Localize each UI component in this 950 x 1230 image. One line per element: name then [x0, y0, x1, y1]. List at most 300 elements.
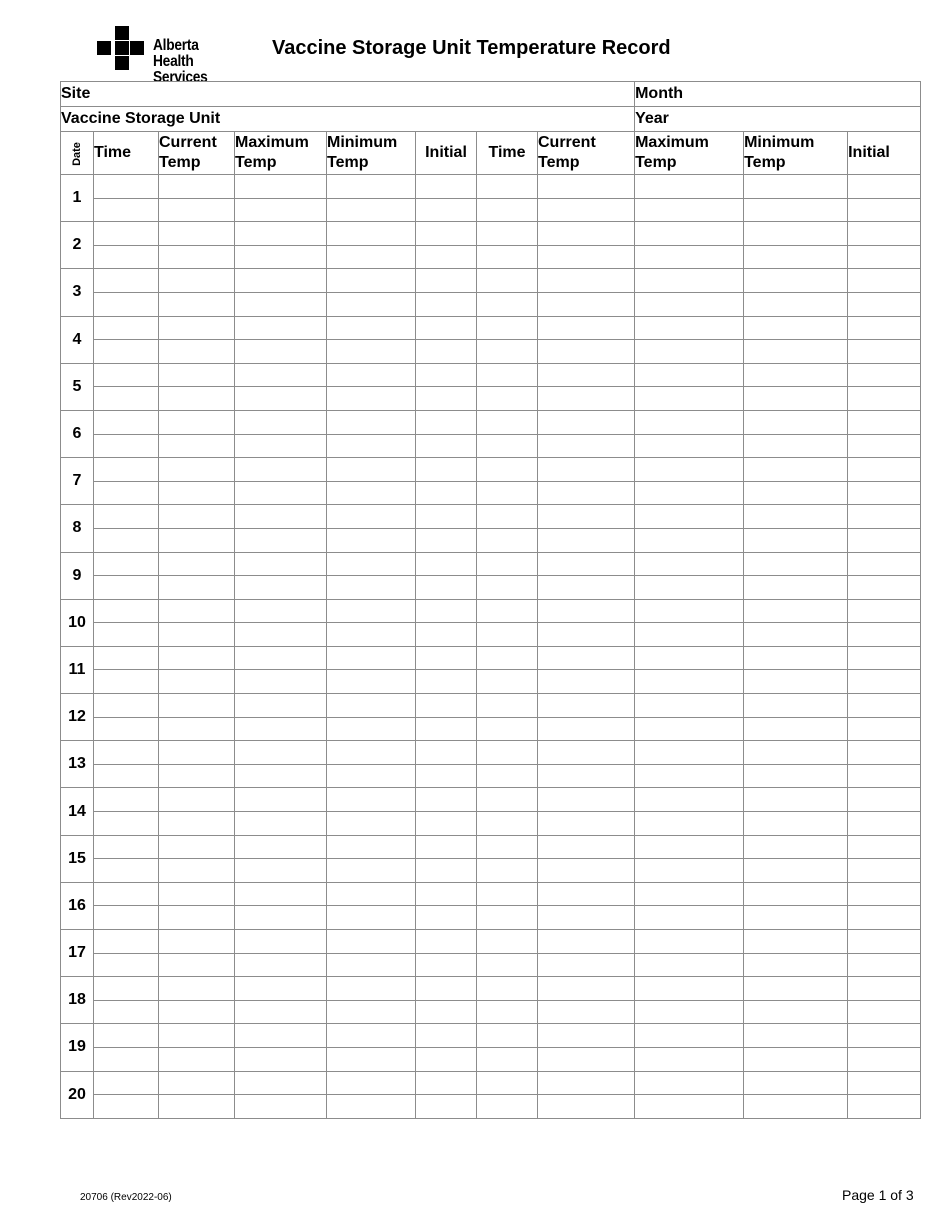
entry-cell-initial-1[interactable] [416, 576, 477, 600]
entry-cell-initial-2[interactable] [848, 977, 921, 1001]
entry-cell-max-temp-2[interactable] [635, 741, 744, 765]
entry-cell-min-temp-2[interactable] [744, 269, 848, 293]
entry-cell-current-temp-2[interactable] [538, 835, 635, 859]
entry-cell-min-temp-2[interactable] [744, 741, 848, 765]
entry-cell-time-2[interactable] [477, 269, 538, 293]
site-field[interactable] [61, 82, 635, 107]
entry-cell-max-temp-2[interactable] [635, 977, 744, 1001]
entry-cell-min-temp-2[interactable] [744, 576, 848, 600]
entry-cell-initial-2[interactable] [848, 1095, 921, 1119]
entry-cell-max-temp-1[interactable] [235, 670, 327, 694]
entry-cell-initial-1[interactable] [416, 694, 477, 718]
entry-cell-time-2[interactable] [477, 481, 538, 505]
entry-cell-min-temp-2[interactable] [744, 623, 848, 647]
entry-cell-time-2[interactable] [477, 906, 538, 930]
entry-cell-initial-2[interactable] [848, 434, 921, 458]
entry-cell-time-1[interactable] [94, 316, 159, 340]
entry-cell-initial-2[interactable] [848, 481, 921, 505]
entry-cell-min-temp-1[interactable] [327, 599, 416, 623]
entry-cell-min-temp-1[interactable] [327, 269, 416, 293]
entry-cell-initial-1[interactable] [416, 528, 477, 552]
entry-cell-min-temp-1[interactable] [327, 363, 416, 387]
entry-cell-max-temp-2[interactable] [635, 717, 744, 741]
entry-cell-min-temp-2[interactable] [744, 764, 848, 788]
entry-cell-time-1[interactable] [94, 694, 159, 718]
entry-cell-current-temp-2[interactable] [538, 481, 635, 505]
entry-cell-initial-1[interactable] [416, 292, 477, 316]
entry-cell-time-2[interactable] [477, 505, 538, 529]
entry-cell-min-temp-2[interactable] [744, 977, 848, 1001]
entry-cell-initial-1[interactable] [416, 552, 477, 576]
entry-cell-current-temp-2[interactable] [538, 316, 635, 340]
entry-cell-max-temp-1[interactable] [235, 953, 327, 977]
entry-cell-time-2[interactable] [477, 316, 538, 340]
entry-cell-initial-1[interactable] [416, 1071, 477, 1095]
entry-cell-time-2[interactable] [477, 1024, 538, 1048]
entry-cell-time-2[interactable] [477, 694, 538, 718]
entry-cell-time-2[interactable] [477, 434, 538, 458]
entry-cell-min-temp-2[interactable] [744, 552, 848, 576]
entry-cell-time-1[interactable] [94, 882, 159, 906]
entry-cell-max-temp-2[interactable] [635, 576, 744, 600]
entry-cell-initial-2[interactable] [848, 859, 921, 883]
entry-cell-max-temp-2[interactable] [635, 222, 744, 246]
entry-cell-min-temp-1[interactable] [327, 623, 416, 647]
entry-cell-time-2[interactable] [477, 930, 538, 954]
entry-cell-min-temp-2[interactable] [744, 599, 848, 623]
entry-cell-initial-2[interactable] [848, 245, 921, 269]
entry-cell-max-temp-1[interactable] [235, 458, 327, 482]
entry-cell-max-temp-2[interactable] [635, 694, 744, 718]
entry-cell-min-temp-2[interactable] [744, 222, 848, 246]
entry-cell-min-temp-1[interactable] [327, 1024, 416, 1048]
entry-cell-time-1[interactable] [94, 906, 159, 930]
entry-cell-time-2[interactable] [477, 741, 538, 765]
entry-cell-current-temp-2[interactable] [538, 175, 635, 199]
entry-cell-current-temp-1[interactable] [159, 1024, 235, 1048]
entry-cell-min-temp-2[interactable] [744, 245, 848, 269]
entry-cell-initial-2[interactable] [848, 316, 921, 340]
entry-cell-time-1[interactable] [94, 340, 159, 364]
entry-cell-current-temp-1[interactable] [159, 245, 235, 269]
entry-cell-time-2[interactable] [477, 859, 538, 883]
entry-cell-max-temp-2[interactable] [635, 882, 744, 906]
entry-cell-current-temp-1[interactable] [159, 505, 235, 529]
entry-cell-time-1[interactable] [94, 269, 159, 293]
entry-cell-max-temp-1[interactable] [235, 623, 327, 647]
entry-cell-current-temp-2[interactable] [538, 882, 635, 906]
entry-cell-time-2[interactable] [477, 198, 538, 222]
entry-cell-initial-2[interactable] [848, 410, 921, 434]
entry-cell-initial-1[interactable] [416, 340, 477, 364]
entry-cell-initial-2[interactable] [848, 363, 921, 387]
entry-cell-min-temp-2[interactable] [744, 788, 848, 812]
entry-cell-initial-2[interactable] [848, 882, 921, 906]
entry-cell-min-temp-1[interactable] [327, 1000, 416, 1024]
entry-cell-time-2[interactable] [477, 292, 538, 316]
entry-cell-max-temp-2[interactable] [635, 458, 744, 482]
entry-cell-current-temp-2[interactable] [538, 953, 635, 977]
entry-cell-min-temp-1[interactable] [327, 859, 416, 883]
entry-cell-max-temp-1[interactable] [235, 694, 327, 718]
entry-cell-initial-1[interactable] [416, 670, 477, 694]
entry-cell-current-temp-2[interactable] [538, 269, 635, 293]
entry-cell-current-temp-2[interactable] [538, 528, 635, 552]
entry-cell-current-temp-1[interactable] [159, 481, 235, 505]
entry-cell-initial-2[interactable] [848, 340, 921, 364]
entry-cell-min-temp-1[interactable] [327, 505, 416, 529]
entry-cell-current-temp-2[interactable] [538, 1000, 635, 1024]
entry-cell-time-1[interactable] [94, 505, 159, 529]
entry-cell-initial-2[interactable] [848, 198, 921, 222]
entry-cell-current-temp-2[interactable] [538, 576, 635, 600]
entry-cell-current-temp-1[interactable] [159, 292, 235, 316]
entry-cell-initial-1[interactable] [416, 198, 477, 222]
entry-cell-time-2[interactable] [477, 623, 538, 647]
entry-cell-initial-1[interactable] [416, 623, 477, 647]
entry-cell-current-temp-2[interactable] [538, 906, 635, 930]
entry-cell-initial-1[interactable] [416, 835, 477, 859]
entry-cell-max-temp-1[interactable] [235, 882, 327, 906]
entry-cell-max-temp-2[interactable] [635, 1047, 744, 1071]
entry-cell-current-temp-2[interactable] [538, 434, 635, 458]
entry-cell-time-2[interactable] [477, 1047, 538, 1071]
entry-cell-min-temp-1[interactable] [327, 222, 416, 246]
entry-cell-min-temp-2[interactable] [744, 340, 848, 364]
entry-cell-current-temp-1[interactable] [159, 764, 235, 788]
entry-cell-current-temp-2[interactable] [538, 552, 635, 576]
entry-cell-min-temp-2[interactable] [744, 481, 848, 505]
entry-cell-max-temp-1[interactable] [235, 481, 327, 505]
entry-cell-current-temp-1[interactable] [159, 717, 235, 741]
entry-cell-initial-1[interactable] [416, 717, 477, 741]
entry-cell-time-1[interactable] [94, 576, 159, 600]
entry-cell-max-temp-1[interactable] [235, 505, 327, 529]
entry-cell-max-temp-1[interactable] [235, 1000, 327, 1024]
entry-cell-current-temp-1[interactable] [159, 670, 235, 694]
entry-cell-initial-1[interactable] [416, 882, 477, 906]
entry-cell-initial-2[interactable] [848, 387, 921, 411]
entry-cell-time-2[interactable] [477, 410, 538, 434]
entry-cell-max-temp-1[interactable] [235, 576, 327, 600]
entry-cell-min-temp-1[interactable] [327, 930, 416, 954]
entry-cell-time-2[interactable] [477, 953, 538, 977]
entry-cell-max-temp-1[interactable] [235, 316, 327, 340]
entry-cell-min-temp-1[interactable] [327, 292, 416, 316]
entry-cell-time-2[interactable] [477, 528, 538, 552]
entry-cell-time-2[interactable] [477, 222, 538, 246]
entry-cell-max-temp-1[interactable] [235, 1071, 327, 1095]
entry-cell-max-temp-1[interactable] [235, 198, 327, 222]
entry-cell-time-2[interactable] [477, 977, 538, 1001]
entry-cell-max-temp-2[interactable] [635, 623, 744, 647]
entry-cell-current-temp-2[interactable] [538, 623, 635, 647]
entry-cell-min-temp-2[interactable] [744, 930, 848, 954]
entry-cell-min-temp-1[interactable] [327, 552, 416, 576]
entry-cell-time-2[interactable] [477, 552, 538, 576]
entry-cell-initial-2[interactable] [848, 599, 921, 623]
entry-cell-time-2[interactable] [477, 458, 538, 482]
entry-cell-max-temp-2[interactable] [635, 930, 744, 954]
entry-cell-max-temp-1[interactable] [235, 977, 327, 1001]
entry-cell-min-temp-2[interactable] [744, 458, 848, 482]
entry-cell-initial-1[interactable] [416, 505, 477, 529]
entry-cell-time-1[interactable] [94, 292, 159, 316]
entry-cell-current-temp-2[interactable] [538, 458, 635, 482]
entry-cell-time-2[interactable] [477, 1000, 538, 1024]
entry-cell-current-temp-2[interactable] [538, 1071, 635, 1095]
entry-cell-min-temp-1[interactable] [327, 788, 416, 812]
entry-cell-min-temp-1[interactable] [327, 646, 416, 670]
entry-cell-time-2[interactable] [477, 835, 538, 859]
entry-cell-min-temp-2[interactable] [744, 835, 848, 859]
entry-cell-min-temp-1[interactable] [327, 316, 416, 340]
entry-cell-max-temp-1[interactable] [235, 552, 327, 576]
entry-cell-time-2[interactable] [477, 1095, 538, 1119]
entry-cell-current-temp-1[interactable] [159, 410, 235, 434]
entry-cell-initial-2[interactable] [848, 623, 921, 647]
entry-cell-max-temp-1[interactable] [235, 175, 327, 199]
entry-cell-min-temp-1[interactable] [327, 812, 416, 836]
entry-cell-current-temp-2[interactable] [538, 741, 635, 765]
entry-cell-time-1[interactable] [94, 222, 159, 246]
entry-cell-min-temp-2[interactable] [744, 1095, 848, 1119]
entry-cell-time-1[interactable] [94, 481, 159, 505]
entry-cell-initial-1[interactable] [416, 977, 477, 1001]
entry-cell-current-temp-1[interactable] [159, 222, 235, 246]
entry-cell-time-2[interactable] [477, 599, 538, 623]
entry-cell-time-1[interactable] [94, 835, 159, 859]
entry-cell-current-temp-2[interactable] [538, 222, 635, 246]
entry-cell-current-temp-1[interactable] [159, 906, 235, 930]
entry-cell-min-temp-1[interactable] [327, 741, 416, 765]
entry-cell-time-1[interactable] [94, 623, 159, 647]
entry-cell-current-temp-1[interactable] [159, 953, 235, 977]
entry-cell-current-temp-1[interactable] [159, 269, 235, 293]
entry-cell-min-temp-1[interactable] [327, 387, 416, 411]
entry-cell-max-temp-1[interactable] [235, 292, 327, 316]
entry-cell-initial-2[interactable] [848, 552, 921, 576]
entry-cell-current-temp-2[interactable] [538, 930, 635, 954]
entry-cell-min-temp-2[interactable] [744, 292, 848, 316]
entry-cell-initial-1[interactable] [416, 245, 477, 269]
entry-cell-time-2[interactable] [477, 812, 538, 836]
entry-cell-current-temp-1[interactable] [159, 528, 235, 552]
entry-cell-time-1[interactable] [94, 528, 159, 552]
entry-cell-initial-1[interactable] [416, 953, 477, 977]
entry-cell-current-temp-2[interactable] [538, 646, 635, 670]
entry-cell-current-temp-2[interactable] [538, 292, 635, 316]
entry-cell-time-2[interactable] [477, 670, 538, 694]
entry-cell-min-temp-2[interactable] [744, 717, 848, 741]
entry-cell-max-temp-2[interactable] [635, 953, 744, 977]
entry-cell-max-temp-1[interactable] [235, 410, 327, 434]
entry-cell-current-temp-2[interactable] [538, 505, 635, 529]
entry-cell-current-temp-1[interactable] [159, 623, 235, 647]
entry-cell-initial-1[interactable] [416, 599, 477, 623]
entry-cell-time-2[interactable] [477, 764, 538, 788]
entry-cell-time-2[interactable] [477, 387, 538, 411]
entry-cell-max-temp-1[interactable] [235, 269, 327, 293]
entry-cell-max-temp-2[interactable] [635, 1095, 744, 1119]
entry-cell-max-temp-1[interactable] [235, 835, 327, 859]
entry-cell-max-temp-2[interactable] [635, 906, 744, 930]
entry-cell-time-2[interactable] [477, 788, 538, 812]
entry-cell-max-temp-2[interactable] [635, 434, 744, 458]
entry-cell-initial-2[interactable] [848, 1071, 921, 1095]
entry-cell-initial-2[interactable] [848, 269, 921, 293]
entry-cell-current-temp-2[interactable] [538, 717, 635, 741]
entry-cell-min-temp-1[interactable] [327, 175, 416, 199]
entry-cell-max-temp-2[interactable] [635, 505, 744, 529]
entry-cell-min-temp-2[interactable] [744, 670, 848, 694]
entry-cell-min-temp-2[interactable] [744, 812, 848, 836]
entry-cell-min-temp-2[interactable] [744, 434, 848, 458]
entry-cell-min-temp-1[interactable] [327, 764, 416, 788]
entry-cell-max-temp-1[interactable] [235, 812, 327, 836]
entry-cell-initial-2[interactable] [848, 953, 921, 977]
entry-cell-min-temp-1[interactable] [327, 1071, 416, 1095]
entry-cell-max-temp-2[interactable] [635, 670, 744, 694]
entry-cell-current-temp-1[interactable] [159, 316, 235, 340]
entry-cell-max-temp-1[interactable] [235, 764, 327, 788]
entry-cell-time-2[interactable] [477, 175, 538, 199]
entry-cell-time-1[interactable] [94, 552, 159, 576]
entry-cell-current-temp-2[interactable] [538, 387, 635, 411]
entry-cell-time-1[interactable] [94, 1000, 159, 1024]
entry-cell-max-temp-1[interactable] [235, 646, 327, 670]
entry-cell-min-temp-2[interactable] [744, 859, 848, 883]
entry-cell-max-temp-1[interactable] [235, 434, 327, 458]
entry-cell-initial-1[interactable] [416, 906, 477, 930]
entry-cell-min-temp-2[interactable] [744, 1024, 848, 1048]
entry-cell-min-temp-2[interactable] [744, 410, 848, 434]
entry-cell-initial-1[interactable] [416, 1047, 477, 1071]
entry-cell-initial-2[interactable] [848, 788, 921, 812]
entry-cell-initial-2[interactable] [848, 670, 921, 694]
entry-cell-initial-2[interactable] [848, 741, 921, 765]
entry-cell-initial-1[interactable] [416, 859, 477, 883]
entry-cell-initial-1[interactable] [416, 458, 477, 482]
entry-cell-max-temp-2[interactable] [635, 245, 744, 269]
entry-cell-initial-1[interactable] [416, 930, 477, 954]
entry-cell-min-temp-2[interactable] [744, 363, 848, 387]
entry-cell-current-temp-1[interactable] [159, 1095, 235, 1119]
entry-cell-max-temp-1[interactable] [235, 363, 327, 387]
entry-cell-time-2[interactable] [477, 576, 538, 600]
entry-cell-min-temp-2[interactable] [744, 906, 848, 930]
entry-cell-time-1[interactable] [94, 245, 159, 269]
entry-cell-initial-1[interactable] [416, 812, 477, 836]
entry-cell-max-temp-2[interactable] [635, 292, 744, 316]
year-field[interactable] [635, 107, 921, 132]
entry-cell-min-temp-1[interactable] [327, 835, 416, 859]
entry-cell-min-temp-2[interactable] [744, 175, 848, 199]
entry-cell-initial-2[interactable] [848, 458, 921, 482]
entry-cell-initial-1[interactable] [416, 741, 477, 765]
entry-cell-min-temp-2[interactable] [744, 953, 848, 977]
entry-cell-current-temp-1[interactable] [159, 576, 235, 600]
entry-cell-current-temp-1[interactable] [159, 1071, 235, 1095]
entry-cell-current-temp-1[interactable] [159, 552, 235, 576]
entry-cell-current-temp-2[interactable] [538, 1095, 635, 1119]
entry-cell-max-temp-2[interactable] [635, 528, 744, 552]
entry-cell-initial-1[interactable] [416, 410, 477, 434]
entry-cell-current-temp-1[interactable] [159, 882, 235, 906]
entry-cell-initial-1[interactable] [416, 646, 477, 670]
entry-cell-current-temp-2[interactable] [538, 363, 635, 387]
entry-cell-initial-1[interactable] [416, 269, 477, 293]
entry-cell-max-temp-1[interactable] [235, 788, 327, 812]
entry-cell-max-temp-1[interactable] [235, 387, 327, 411]
entry-cell-time-2[interactable] [477, 1071, 538, 1095]
entry-cell-current-temp-2[interactable] [538, 859, 635, 883]
entry-cell-max-temp-2[interactable] [635, 599, 744, 623]
entry-cell-initial-2[interactable] [848, 930, 921, 954]
storage-unit-field[interactable] [61, 107, 635, 132]
entry-cell-current-temp-1[interactable] [159, 812, 235, 836]
entry-cell-initial-1[interactable] [416, 175, 477, 199]
entry-cell-max-temp-1[interactable] [235, 859, 327, 883]
entry-cell-min-temp-1[interactable] [327, 1047, 416, 1071]
entry-cell-current-temp-1[interactable] [159, 340, 235, 364]
entry-cell-initial-1[interactable] [416, 316, 477, 340]
entry-cell-min-temp-2[interactable] [744, 528, 848, 552]
entry-cell-min-temp-1[interactable] [327, 410, 416, 434]
entry-cell-time-1[interactable] [94, 930, 159, 954]
entry-cell-initial-1[interactable] [416, 1095, 477, 1119]
entry-cell-time-2[interactable] [477, 245, 538, 269]
entry-cell-current-temp-1[interactable] [159, 175, 235, 199]
entry-cell-current-temp-1[interactable] [159, 859, 235, 883]
entry-cell-initial-2[interactable] [848, 1047, 921, 1071]
entry-cell-time-2[interactable] [477, 363, 538, 387]
entry-cell-min-temp-2[interactable] [744, 882, 848, 906]
entry-cell-initial-1[interactable] [416, 363, 477, 387]
entry-cell-max-temp-2[interactable] [635, 198, 744, 222]
entry-cell-current-temp-1[interactable] [159, 741, 235, 765]
entry-cell-initial-2[interactable] [848, 764, 921, 788]
entry-cell-time-1[interactable] [94, 670, 159, 694]
entry-cell-current-temp-2[interactable] [538, 198, 635, 222]
entry-cell-min-temp-1[interactable] [327, 977, 416, 1001]
entry-cell-max-temp-1[interactable] [235, 599, 327, 623]
entry-cell-min-temp-2[interactable] [744, 505, 848, 529]
entry-cell-min-temp-1[interactable] [327, 576, 416, 600]
entry-cell-time-1[interactable] [94, 859, 159, 883]
entry-cell-current-temp-1[interactable] [159, 835, 235, 859]
entry-cell-max-temp-2[interactable] [635, 1000, 744, 1024]
entry-cell-time-1[interactable] [94, 1095, 159, 1119]
entry-cell-min-temp-2[interactable] [744, 1000, 848, 1024]
entry-cell-max-temp-2[interactable] [635, 316, 744, 340]
entry-cell-max-temp-2[interactable] [635, 363, 744, 387]
entry-cell-initial-2[interactable] [848, 175, 921, 199]
entry-cell-time-1[interactable] [94, 646, 159, 670]
entry-cell-current-temp-1[interactable] [159, 930, 235, 954]
entry-cell-max-temp-2[interactable] [635, 812, 744, 836]
entry-cell-initial-2[interactable] [848, 835, 921, 859]
entry-cell-time-1[interactable] [94, 599, 159, 623]
entry-cell-current-temp-1[interactable] [159, 977, 235, 1001]
entry-cell-min-temp-1[interactable] [327, 434, 416, 458]
entry-cell-initial-2[interactable] [848, 646, 921, 670]
entry-cell-time-1[interactable] [94, 788, 159, 812]
entry-cell-time-1[interactable] [94, 741, 159, 765]
entry-cell-current-temp-2[interactable] [538, 977, 635, 1001]
entry-cell-max-temp-1[interactable] [235, 717, 327, 741]
entry-cell-initial-2[interactable] [848, 694, 921, 718]
